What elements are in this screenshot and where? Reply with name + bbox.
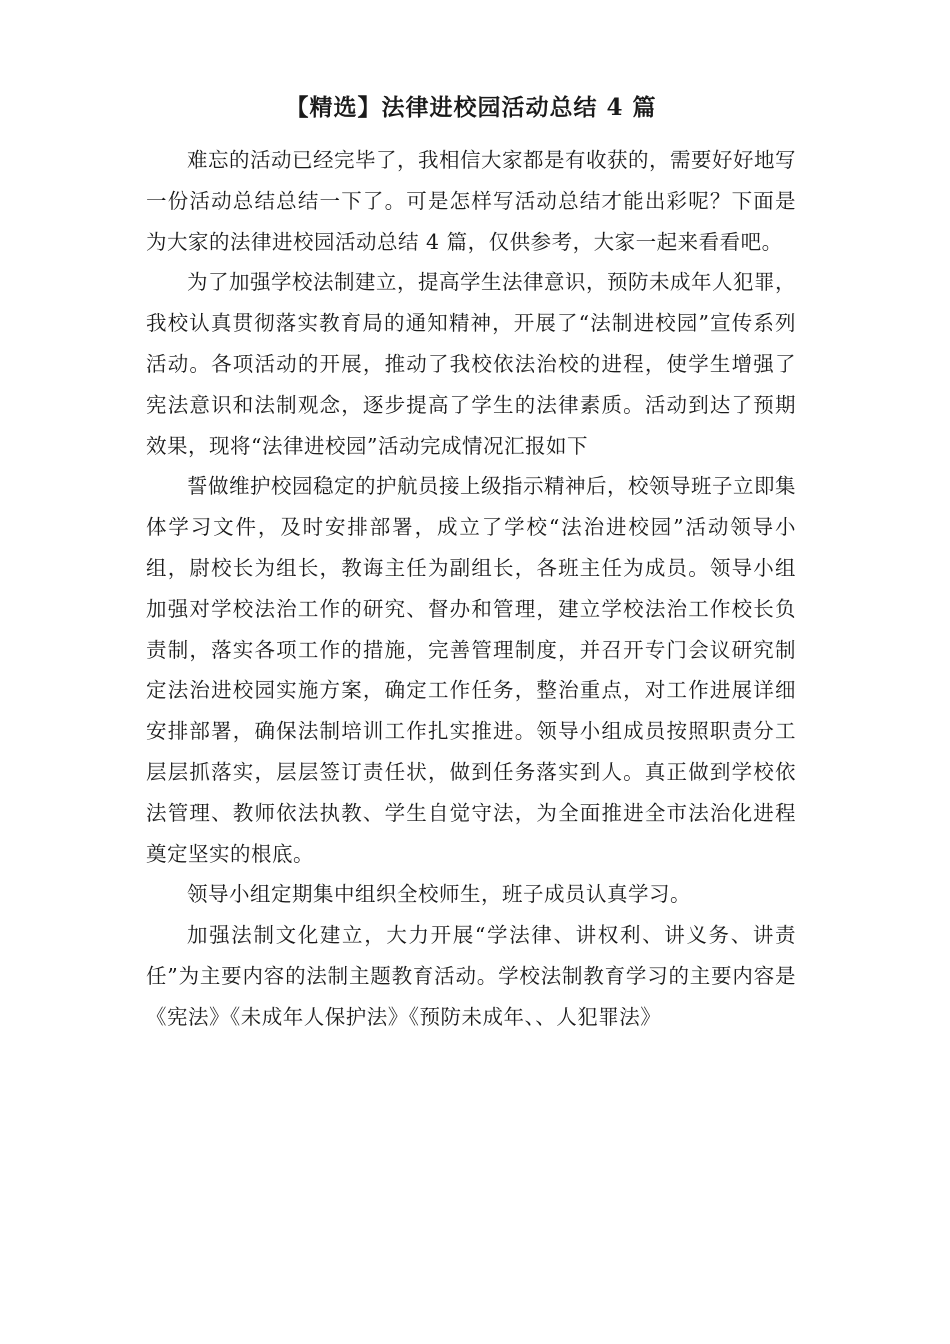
document-title: 【精选】法律进校园活动总结 4 篇: [285, 94, 657, 121]
document-page: [146, 88, 796, 1038]
paragraph-purpose: 为了加强学校法制建立，提高学生法律意识，预防未成年人犯罪，我校认真贯彻落实教育局的通知精神，开展了“法制进校园”宣传系列活动。各项活动的开展，推动了我校依法治校的进程，使学生增强了宪法意识和法制观念，逐步提高了学生的法律素质。活动到达了预期效果，现将“法律进校园”活动完成情况汇报如下: [146, 270, 796, 458]
paragraph-intro: 难忘的活动已经完毕了，我相信大家都是有收获的，需要好好地写一份活动总结总结一下了。可是怎样写活动总结才能出彩呢？下面是为大家的法律进校园活动总结 4 篇，仅供参考，大家一起来看看吧。: [146, 148, 796, 254]
paragraph-culture: 加强法制文化建立，大力开展“学法律、讲权利、讲义务、讲责任”为主要内容的法制主题教育活动。学校法制教育学习的主要内容是《宪法》《未成年人保护法》《预防未成年、、人犯罪法》: [146, 923, 796, 1029]
paragraph-leadership: 誓做维护校园稳定的护航员接上级指示精神后，校领导班子立即集体学习文件，及时安排部署，成立了学校“法治进校园”活动领导小组，尉校长为组长，教诲主任为副组长，各班主任为成员。领导小组加强对学校法治工作的研究、督办和管理，建立学校法治工作校长负责制，落实各项工作的措施，完善管理制度，并召开专门会议研究制定法治进校园实施方案，确定工作任务，整治重点，对工作进展详细安排部署，确保法制培训工作扎实推进。领导小组成员按照职责分工层层抓落实，层层签订责任状，做到任务落实到人。真正做到学校依法管理、教师依法执教、学生自觉守法，为全面推进全市法治化进程奠定坚实的根底。: [146, 474, 796, 866]
paragraph-study: 领导小组定期集中组织全校师生，班子成员认真学习。: [187, 882, 691, 907]
